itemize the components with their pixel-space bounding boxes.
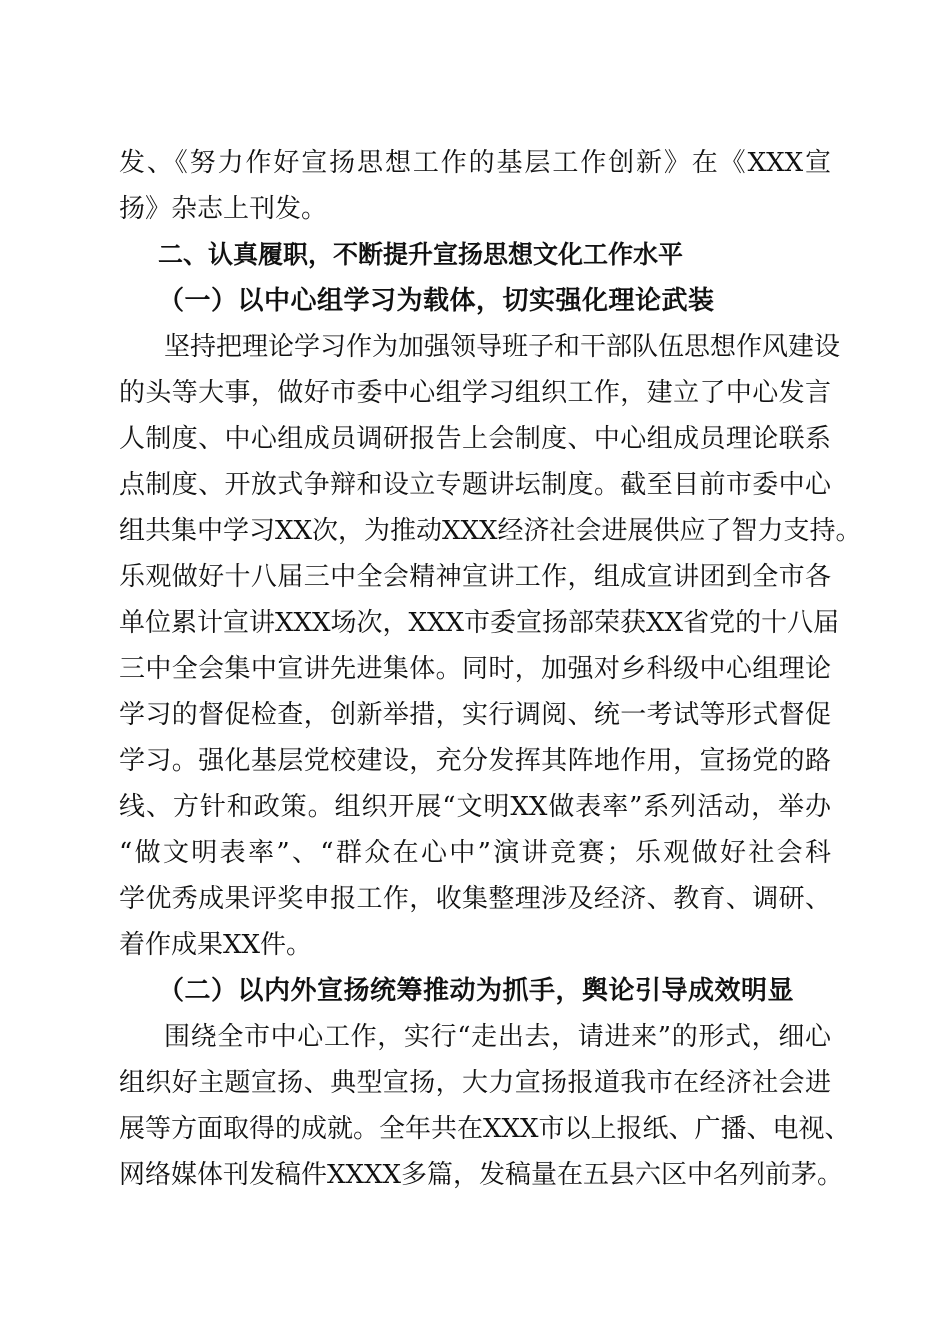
body-text-line: 网络媒体刊发稿件XXXX多篇，发稿量在五县六区中名列前茅。	[119, 1160, 844, 1190]
body-text-line: “做文明表率”、“群众在心中”演讲竞赛；乐观做好社会科	[119, 838, 831, 868]
body-text-line: 线、方针和政策。组织开展“文明XX做表率”系列活动，举办	[119, 792, 831, 822]
body-text-line: 学习。强化基层党校建设，充分发挥其阵地作用，宣扬党的路	[119, 746, 831, 776]
body-text-line: 展等方面取得的成就。全年共在XXX市以上报纸、广播、电视、	[119, 1114, 851, 1144]
subsection-heading: （二）以内外宣扬统筹推动为抓手，舆论引导成效明显	[158, 976, 795, 1006]
body-text-line: 组共集中学习XX次，为推动XXX经济社会进展供应了智力支持。	[119, 516, 862, 546]
body-text-line: 人制度、中心组成员调研报告上会制度、中心组成员理论联系	[119, 424, 831, 454]
body-text-line: 单位累计宣讲XXX场次，XXX市委宣扬部荣获XX省党的十八届	[119, 608, 840, 638]
body-text-line: 点制度、开放式争辩和设立专题讲坛制度。截至目前市委中心	[119, 470, 831, 500]
body-text-line: 的头等大事，做好市委中心组学习组织工作，建立了中心发言	[119, 378, 831, 408]
body-text-line: 乐观做好十八届三中全会精神宣讲工作，组成宣讲团到全市各	[119, 562, 831, 592]
body-text-line: 坚持把理论学习作为加强领导班子和干部队伍思想作风建设	[164, 332, 841, 362]
body-text-line: 三中全会集中宣讲先进集体。同时，加强对乡科级中心组理论	[119, 654, 831, 684]
body-text-line: 学优秀成果评奖申报工作，收集整理涉及经济、教育、调研、	[119, 884, 831, 914]
subsection-heading: （一）以中心组学习为载体，切实强化理论武装	[158, 286, 715, 316]
body-text-line: 扬》杂志上刊发。	[119, 194, 328, 224]
body-text-line: 发、《努力作好宣扬思想工作的基层工作创新》在《XXX宣	[119, 148, 831, 178]
body-text-line: 学习的督促检查，创新举措，实行调阅、统一考试等形式督促	[119, 700, 831, 730]
body-text-line: 组织好主题宣扬、典型宣扬，大力宣扬报道我市在经济社会进	[119, 1068, 831, 1098]
body-text-line: 围绕全市中心工作，实行“走出去，请进来”的形式，细心	[164, 1022, 831, 1052]
body-text-line: 着作成果XX件。	[119, 930, 313, 960]
section-heading: 二、认真履职，不断提升宣扬思想文化工作水平	[158, 240, 684, 269]
